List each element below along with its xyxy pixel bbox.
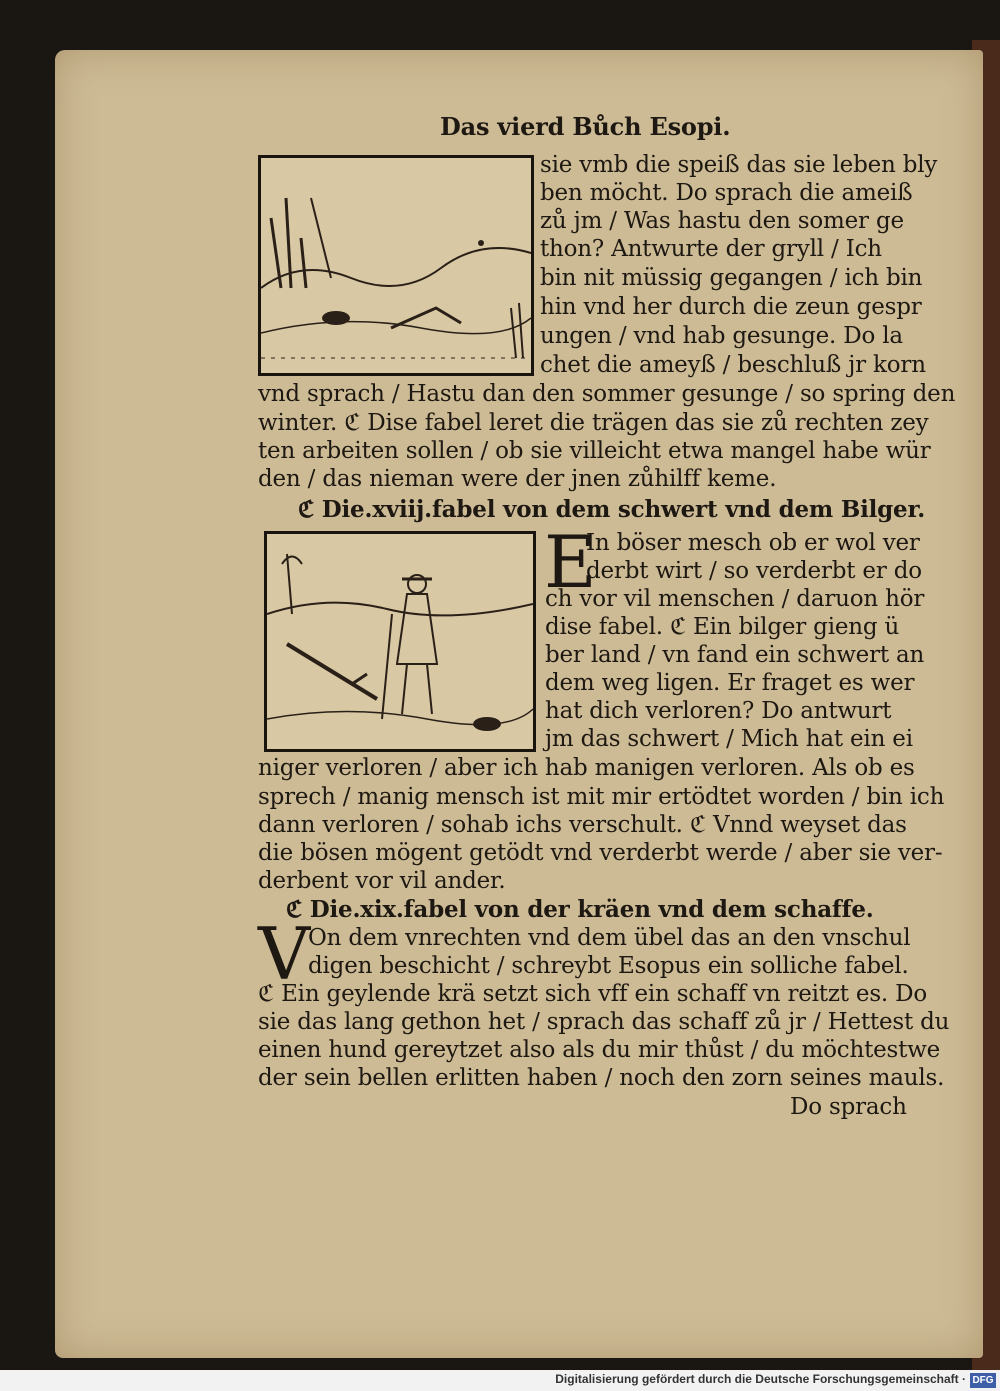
text-line: On dem vnrechten vnd dem übel das an den vnschul: [308, 925, 911, 951]
text-line: ungen / vnd hab gesunge. Do la: [540, 323, 903, 349]
text-line: der sein bellen erlitten haben / noch den zorn seines mauls.: [258, 1065, 945, 1091]
drop-cap-initial: E: [544, 520, 597, 604]
running-header: Das vierd Bůch Esopi.: [440, 112, 731, 141]
digitization-footer: [0, 1370, 1000, 1391]
fable-heading-18: ℭ Die.xviij.fabel von dem schwert vnd dem Bilger.: [298, 496, 926, 523]
text-line: winter. ℭ Dise fabel leret die trägen das sie zů rechten zey: [258, 410, 929, 436]
fable-heading-19: ℭ Die.xix.fabel von der kräen vnd dem schaffe.: [286, 896, 874, 923]
text-line: sprech / manig mensch ist mit mir ertödtet worden / bin ich: [258, 784, 945, 810]
text-line: ten arbeiten sollen / ob sie villeicht etwa mangel habe wür: [258, 438, 931, 464]
text-line: die bösen mögent getödt vnd verderbt werde / aber sie ver-: [258, 840, 943, 866]
text-line: hat dich verloren? Do antwurt: [545, 698, 892, 724]
text-line: jm das schwert / Mich hat ein ei: [545, 726, 913, 752]
text-line: sie das lang gethon het / sprach das schaff zů jr / Hettest du: [258, 1009, 950, 1035]
text-line: In böser mesch ob er wol ver: [586, 530, 920, 556]
text-line: den / das nieman were der jnen zůhilff keme.: [258, 466, 777, 492]
woodcut-pilgrim-sword-image: [264, 531, 536, 752]
text-line: derbent vor vil ander.: [258, 868, 506, 894]
woodcut-ant-grasshopper-image: [258, 155, 534, 376]
text-line: dann verloren / sohab ichs verschult. ℭ Vnnd weyset das: [258, 812, 907, 838]
text-line: chet die ameyß / beschluß jr korn: [540, 352, 926, 378]
text-line: ℭ Ein geylende krä setzt sich vff ein schaff vn reitzt es. Do: [258, 981, 928, 1007]
text-line: thon? Antwurte der gryll / Ich: [540, 236, 882, 262]
drop-cap-initial: V: [258, 912, 310, 996]
text-line: dise fabel. ℭ Ein bilger gieng ü: [545, 614, 900, 640]
text-line: einen hund gereytzet also als du mir thůst / du möchtestwe: [258, 1037, 941, 1063]
text-line: dem weg ligen. Er fraget es wer: [545, 670, 915, 696]
text-line: ber land / vn fand ein schwert an: [545, 642, 925, 668]
catchword: Do sprach: [790, 1094, 907, 1120]
text-line: ben möcht. Do sprach die ameiß: [540, 180, 913, 206]
text-line: vnd sprach / Hastu dan den sommer gesunge / so spring den: [258, 381, 956, 407]
funding-credit: Digitalisierung gefördert durch die Deutsche Forschungsgemeinschaft ·: [555, 1372, 966, 1386]
text-line: zů jm / Was hastu den somer ge: [540, 208, 904, 234]
text-line: niger verloren / aber ich hab manigen verloren. Als ob es: [258, 755, 915, 781]
text-line: ch vor vil menschen / daruon hör: [545, 586, 925, 612]
text-line: hin vnd her durch die zeun gespr: [540, 294, 922, 320]
dfg-logo-icon: DFG: [970, 1373, 996, 1388]
text-line: digen beschicht / schreybt Esopus ein solliche fabel.: [308, 953, 909, 979]
text-line: sie vmb die speiß das sie leben bly: [540, 152, 938, 178]
text-line: derbt wirt / so verderbt er do: [586, 558, 922, 584]
text-line: bin nit müssig gegangen / ich bin: [540, 265, 923, 291]
